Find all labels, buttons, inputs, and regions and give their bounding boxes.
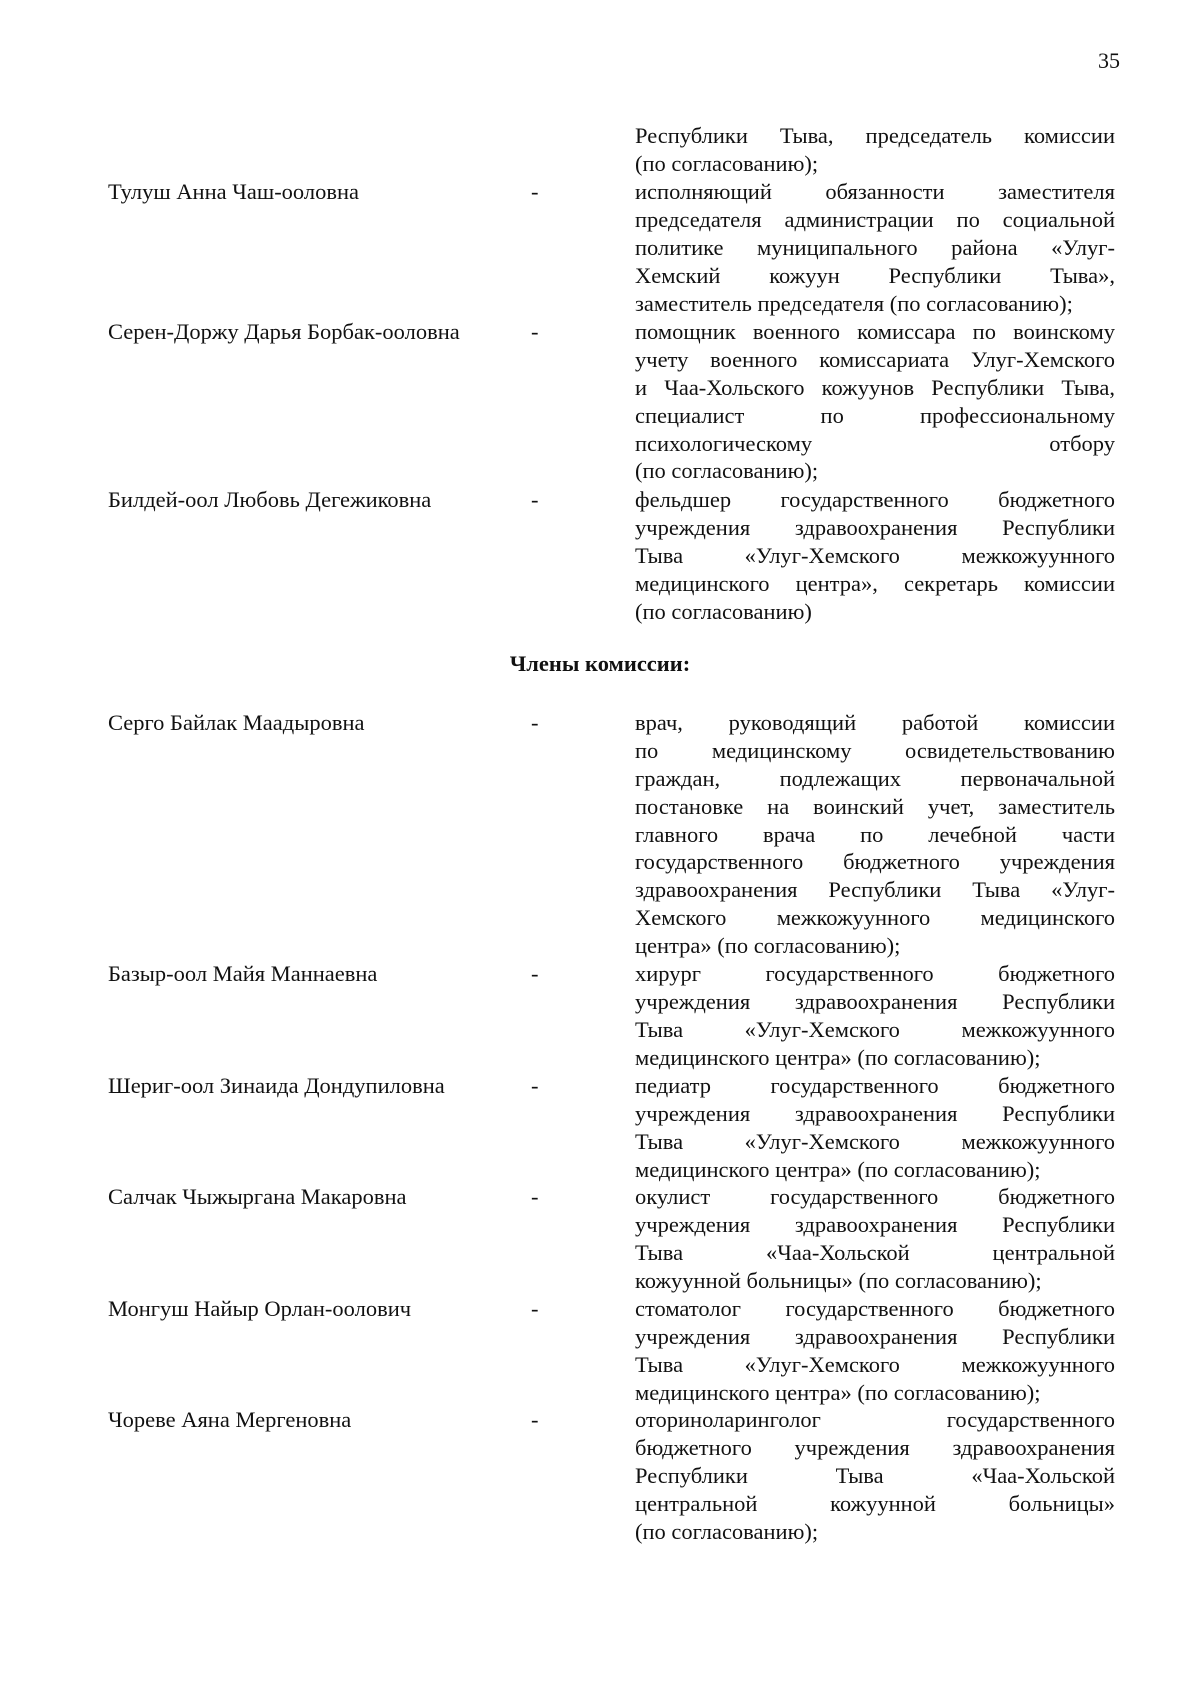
dash-separator: - — [531, 1184, 539, 1209]
person-description — [635, 960, 1115, 1072]
description-line: бюджетного учреждения здравоохранения — [635, 1434, 1115, 1460]
dash-separator: - — [531, 1407, 539, 1432]
person-name: Монгуш Найыр Орлан-оолович — [108, 1296, 412, 1321]
description-line: педиатр государственного бюджетного — [635, 1073, 1115, 1098]
dash-separator: - — [531, 1296, 539, 1321]
person-name: Салчак Чыжыргана Макаровна — [108, 1184, 407, 1209]
description-line: Тыва «Улуг-Хемского межкожуунного — [635, 542, 1115, 568]
description-line: помощник военного комиссара по воинскому — [635, 319, 1115, 344]
person-name: Серго Байлак Маадыровна — [108, 710, 365, 735]
person-description — [635, 318, 1115, 485]
person-description — [635, 178, 1115, 317]
description-line: кожуунной больницы» (по согласованию); — [635, 1267, 1042, 1293]
description-line: (по согласованию); — [635, 1518, 819, 1544]
dash-separator: - — [531, 319, 539, 344]
description-line: учреждения здравоохранения Республики — [635, 1100, 1115, 1126]
description-line: (по согласованию) — [635, 598, 812, 624]
description-line: политике муниципального района «Улуг- — [635, 234, 1115, 260]
dash-separator: - — [531, 961, 539, 986]
person-description — [635, 1183, 1115, 1295]
description-line: Хемский кожуун Республики Тыва», — [635, 262, 1115, 288]
description-line: председателя администрации по социальной — [635, 206, 1115, 232]
person-name: Серен-Доржу Дарья Борбак-ооловна — [108, 319, 460, 344]
description-line: (по согласованию); — [635, 458, 819, 484]
description-line: государственного бюджетного учреждения — [635, 849, 1115, 875]
description-line: Республики Тыва, председатель комиссии — [635, 123, 1115, 148]
dash-separator: - — [531, 487, 539, 512]
description-line: медицинского центра» (по согласованию); — [635, 1379, 1041, 1405]
section-title-members: Члены комиссии: — [509, 651, 691, 676]
description-line: Республики Тыва «Чаа-Хольской — [635, 1462, 1115, 1488]
description-line: Тыва «Улуг-Хемского межкожуунного — [635, 1351, 1115, 1377]
description-line: и Чаа-Хольского кожуунов Республики Тыва, — [635, 374, 1115, 400]
person-description — [635, 1295, 1115, 1407]
person-name: Тулуш Анна Чаш-ооловна — [108, 179, 360, 204]
dash-separator: - — [531, 710, 539, 735]
description-line: центральной кожуунной больницы» — [635, 1490, 1115, 1516]
description-line: фельдшер государственного бюджетного — [635, 487, 1115, 512]
description-line: стоматолог государственного бюджетного — [635, 1296, 1115, 1321]
description-line: постановке на воинский учет, заместитель — [635, 793, 1115, 819]
intro-description — [635, 122, 1115, 178]
dash-separator: - — [531, 1073, 539, 1098]
description-line: специалист по профессиональному — [635, 402, 1115, 428]
description-line: учреждения здравоохранения Республики — [635, 1211, 1115, 1237]
description-line: Тыва «Улуг-Хемского межкожуунного — [635, 1016, 1115, 1042]
page-number: 35 — [1098, 48, 1120, 73]
description-line: Тыва «Чаа-Хольской центральной — [635, 1239, 1115, 1265]
description-line: учреждения здравоохранения Республики — [635, 514, 1115, 540]
person-name: Шериг-оол Зинаида Дондупиловна — [108, 1073, 445, 1098]
description-line: здравоохранения Республики Тыва «Улуг- — [635, 877, 1115, 903]
description-line: учреждения здравоохранения Республики — [635, 988, 1115, 1014]
description-line: медицинского центра», секретарь комиссии — [635, 570, 1115, 596]
description-line: исполняющий обязанности заместителя — [635, 179, 1115, 204]
description-line: учреждения здравоохранения Республики — [635, 1323, 1115, 1349]
dash-separator: - — [531, 179, 539, 204]
description-line: окулист государственного бюджетного — [635, 1184, 1115, 1209]
description-line: Хемского межкожуунного медицинского — [635, 905, 1115, 931]
description-line: медицинского центра» (по согласованию); — [635, 1044, 1041, 1070]
description-line: психологическому отбору — [635, 430, 1115, 456]
description-line: по медицинскому освидетельствованию — [635, 737, 1115, 763]
description-line: заместитель председателя (по согласованию); — [635, 290, 1073, 316]
description-line: оториноларинголог государственного — [635, 1407, 1115, 1432]
description-line: главного врача по лечебной части — [635, 821, 1115, 847]
description-line: хирург государственного бюджетного — [635, 961, 1115, 986]
description-line: Тыва «Улуг-Хемского межкожуунного — [635, 1128, 1115, 1154]
person-description — [635, 1406, 1115, 1545]
person-name: Базыр-оол Майя Маннаевна — [108, 961, 378, 986]
description-line: центра» (по согласованию); — [635, 933, 901, 959]
description-line: (по согласованию); — [635, 150, 819, 176]
person-name: Чореве Аяна Мергеновна — [108, 1407, 352, 1432]
person-description — [635, 709, 1115, 960]
person-name: Билдей-оол Любовь Дегежиковна — [108, 487, 432, 512]
description-line: медицинского центра» (по согласованию); — [635, 1156, 1041, 1182]
person-description — [635, 486, 1115, 625]
description-line: учету военного комиссариата Улуг-Хемского — [635, 346, 1115, 372]
description-line: врач, руководящий работой комиссии — [635, 710, 1115, 735]
person-description — [635, 1072, 1115, 1184]
description-line: граждан, подлежащих первоначальной — [635, 765, 1115, 791]
